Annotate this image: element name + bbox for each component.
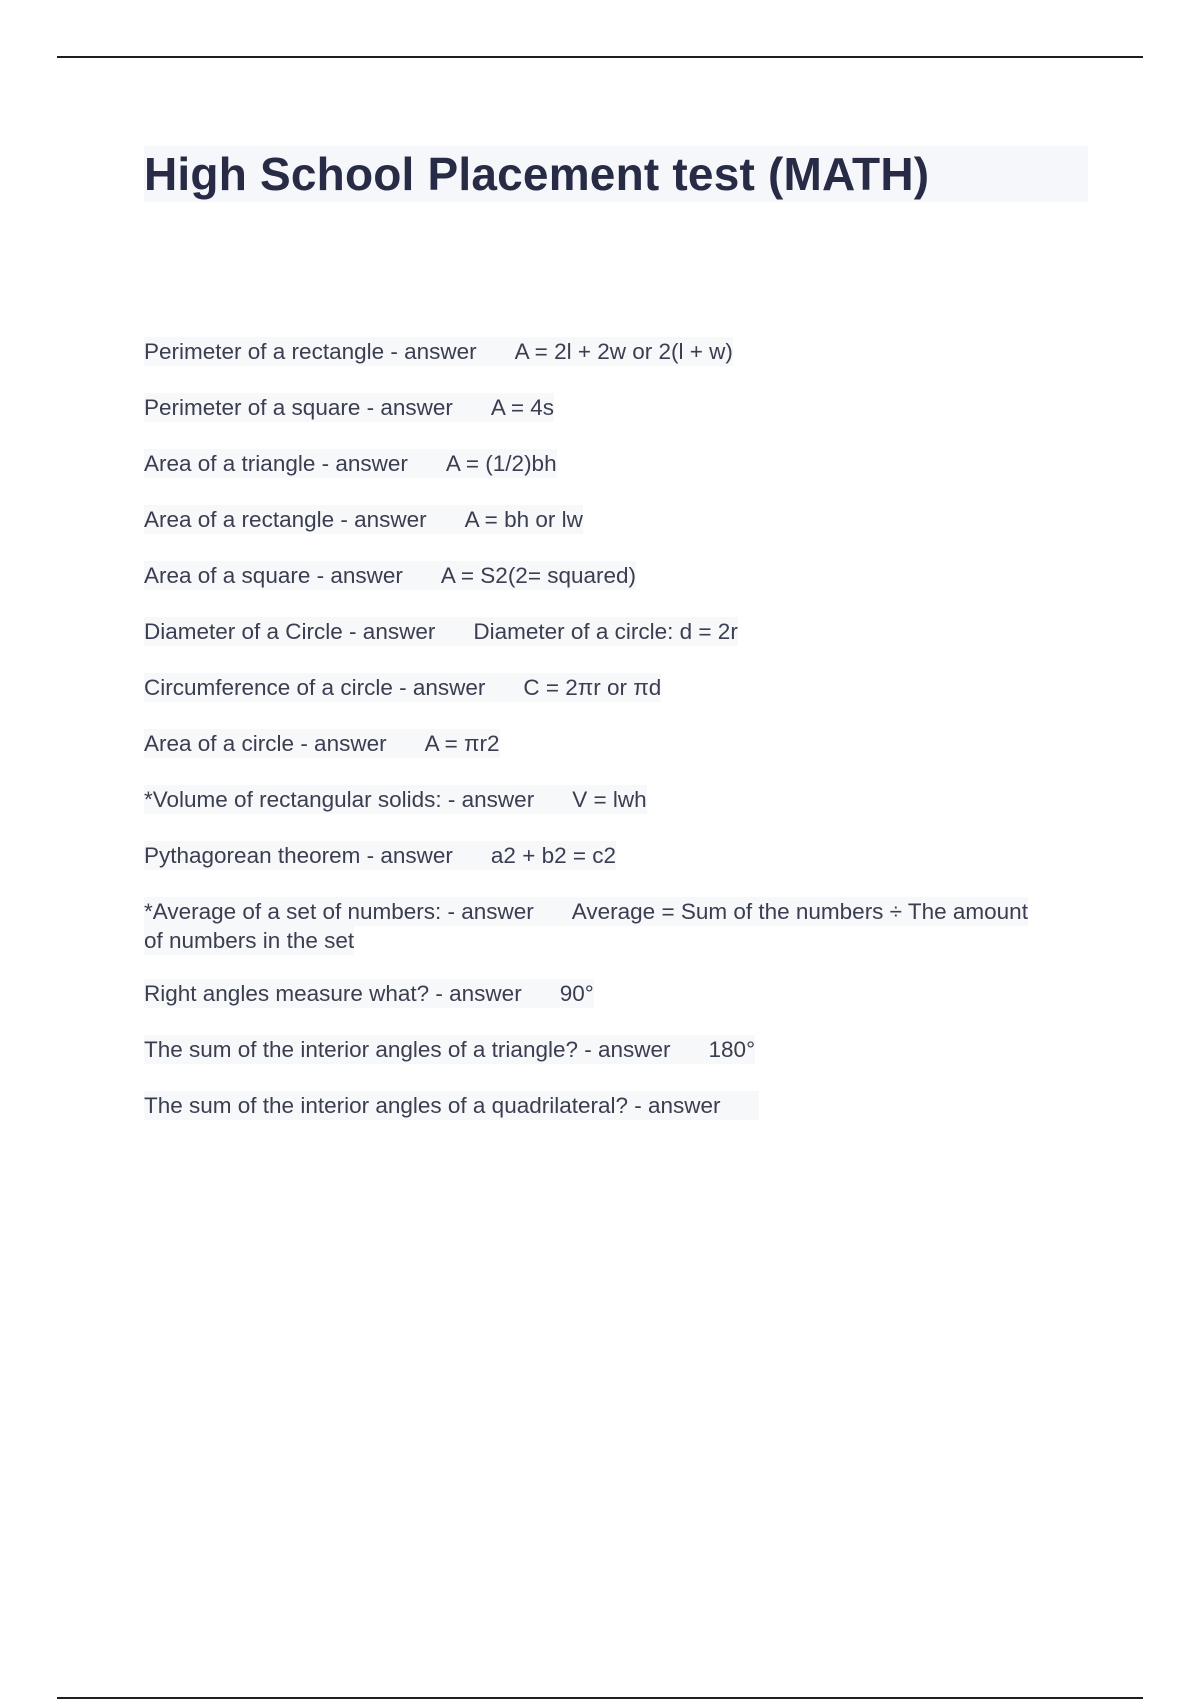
qa-answer: A = 2l + 2w or 2(l + w) — [514, 339, 733, 364]
qa-question: Perimeter of a rectangle - answer — [144, 339, 477, 364]
title-block — [144, 146, 1088, 202]
qa-item — [144, 449, 1044, 478]
qa-item — [144, 841, 1044, 870]
footer-rule — [57, 1697, 1143, 1699]
qa-answer: V = lwh — [572, 787, 647, 812]
qa-question: Area of a square - answer — [144, 563, 403, 588]
qa-item — [144, 337, 1044, 366]
qa-list — [144, 337, 1044, 1147]
qa-item — [144, 617, 1044, 646]
qa-question: Diameter of a Circle - answer — [144, 619, 436, 644]
qa-item — [144, 561, 1044, 590]
qa-item — [144, 505, 1044, 534]
qa-answer: A = 4s — [490, 395, 555, 420]
qa-item — [144, 897, 1044, 955]
qa-question: Pythagorean theorem - answer — [144, 843, 453, 868]
header-rule — [57, 56, 1143, 58]
qa-answer: A = S2(2= squared) — [440, 563, 637, 588]
qa-question: Right angles measure what? - answer — [144, 981, 522, 1006]
qa-answer: C = 2πr or πd — [523, 675, 662, 700]
qa-item — [144, 979, 1044, 1008]
qa-answer: A = πr2 — [424, 731, 500, 756]
qa-question: Area of a rectangle - answer — [144, 507, 427, 532]
qa-question: Perimeter of a square - answer — [144, 395, 453, 420]
page-title: High School Placement test (MATH) — [144, 148, 930, 200]
qa-answer: a2 + b2 = c2 — [490, 843, 617, 868]
qa-answer: A = (1/2)bh — [445, 451, 557, 476]
qa-answer: Average = Sum of the numbers ÷ The amount of numbers in the set — [144, 899, 1028, 953]
qa-item — [144, 1035, 1044, 1064]
qa-item — [144, 393, 1044, 422]
qa-question: The sum of the interior angles of a triangle? - answer — [144, 1037, 671, 1062]
qa-question: Circumference of a circle - answer — [144, 675, 486, 700]
qa-answer: 180° — [708, 1037, 756, 1062]
qa-answer: Diameter of a circle: d = 2r — [473, 619, 738, 644]
qa-question: *Average of a set of numbers: - answer — [144, 899, 534, 924]
qa-question: Area of a circle - answer — [144, 731, 387, 756]
qa-answer: A = bh or lw — [464, 507, 583, 532]
qa-item — [144, 785, 1044, 814]
qa-item — [144, 1091, 1044, 1120]
qa-item — [144, 673, 1044, 702]
qa-item — [144, 729, 1044, 758]
qa-question: Area of a triangle - answer — [144, 451, 408, 476]
qa-question: The sum of the interior angles of a quadrilateral? - answer — [144, 1093, 721, 1118]
qa-answer: 90° — [559, 981, 594, 1006]
qa-question: *Volume of rectangular solids: - answer — [144, 787, 535, 812]
